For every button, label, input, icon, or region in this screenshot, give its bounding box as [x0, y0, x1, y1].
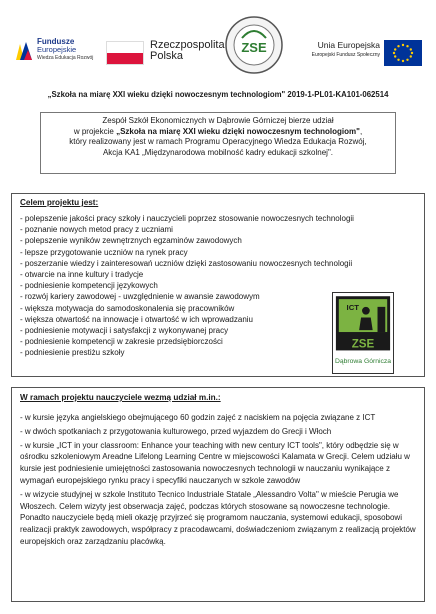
ict-logo-bottom-text: ZSE	[351, 337, 375, 351]
intro-line3: który realizowany jest w ramach Programu Operacyjnego Wiedza Edukacja Rozwój,	[69, 137, 367, 146]
eu-flag-icon	[384, 40, 422, 66]
participation-item: - w kursie „ICT in your classroom: Enhance your teaching with new century ICT tools", który odbędzie się w ośrodku szkoleniowym Areadne Lifelong Learning Centre w miejscowości Kalamata w Grecji. Celem udziału w kursie jest podniesienie umiejętności zastosowania nowoczesnych technologii w nauczaniu wynikające z wymagań europejskiego rynku pracy i specyfiki nauczanych w szkole zawodów	[20, 440, 410, 485]
goal-item: - większa otwartość na innowacje i otwartość w ich wprowadzaniu	[20, 314, 253, 324]
participation-heading: W ramach projektu nauczyciele wezmą udział m.in.:	[20, 393, 221, 402]
intro-box	[40, 112, 396, 174]
intro-line2-suffix: ,	[359, 126, 363, 136]
zse-school-seal-logo	[224, 14, 284, 76]
goal-item: - otwarcie na inne kultury i tradycje	[20, 270, 144, 280]
intro-line2	[47, 127, 389, 138]
unia-europejska-logo	[296, 38, 428, 66]
fe-line1: Fundusze	[37, 37, 75, 46]
goal-item: - poznanie nowych metod pracy z uczniami	[20, 225, 173, 235]
ue-line1: Unia Europejska	[317, 40, 380, 50]
intro-line1: Zespół Szkół Ekonomicznych w Dąbrowie Górniczej bierze udział	[102, 116, 334, 125]
rp-line1: Rzeczpospolita	[150, 39, 225, 51]
ict-zse-logo	[332, 292, 394, 374]
participation-item: - w wizycie studyjnej w szkole Instituto Tecnico Industriale Statale „Alessandro Volta" w mieście Perugia we Włoszech. Celem wizyty jest obserwacja zajęć, podczas których stosowane są nowoczesne technologie. Ponadto nauczyciele będą mieli okazję przyjrzeć się programom nauczania, systemowi edukacji, sposobowi realizacji praktyk zawodowych, współpracy z pracodawcami, doświadczeniom związanym z realizacją projektów europejskich oraz zarządzaniu placówką.	[20, 489, 416, 546]
zse-seal-text: ZSE	[241, 40, 267, 55]
fundusze-europejskie-logo	[14, 38, 94, 64]
participation-item: - w kursie języka angielskiego obejmującego 60 godzin zajęć z naciskiem na pojęcia związane z ICT	[20, 413, 376, 422]
fe-line3: Wiedza Edukacja Rozwój	[37, 55, 94, 61]
ict-logo-caption: Dąbrowa Górnicza	[334, 358, 392, 365]
goals-heading: Celem projektu jest:	[20, 198, 99, 207]
polish-flag-icon	[106, 41, 144, 65]
goal-item: - polepszenie wyników zewnętrznych egzaminów zawodowych	[20, 236, 242, 246]
goal-item: - podniesienie kompetencji językowych	[20, 281, 158, 291]
goal-item: - poszerzanie wiedzy i zainteresowań uczniów dzięki zastosowaniu nowoczesnych technologii	[20, 258, 353, 268]
participation-box	[11, 387, 425, 602]
fe-star-icon	[14, 40, 34, 62]
logo-bar	[0, 8, 436, 72]
participation-item: - w dwóch spotkaniach z przygotowania kulturowego, przed wyjazdem do Grecji i Włoch	[20, 426, 332, 436]
fe-line2: Europejskie	[37, 45, 77, 54]
rzeczpospolita-polska-logo	[106, 38, 226, 66]
intro-line2-prefix: w projekcie	[73, 126, 117, 136]
participation-list	[20, 412, 416, 548]
ict-logo-top-text: ICT	[346, 302, 360, 312]
goal-item: - większa motywacja do samodoskonalenia się pracowników	[20, 303, 235, 313]
goal-item: - podniesienie kompetencji w zakresie przedsiębiorczości	[20, 337, 223, 347]
ue-line2: Europejski Fundusz Społeczny	[311, 52, 380, 58]
goal-item: - lepsze przygotowanie uczniów na rynek pracy	[20, 247, 188, 257]
intro-line4: Akcja KA1 „Międzynarodowa mobilność kadry edukacji szkolnej".	[102, 147, 334, 157]
goal-item: - podniesienie motywacji i satysfakcji z wykonywanej pracy	[20, 326, 229, 336]
rp-line2: Polska	[150, 50, 184, 62]
goal-item: - polepszenie jakości pracy szkoły i nauczycieli poprzez stosowanie nowoczesnych technologii	[20, 214, 354, 223]
intro-project-name: „Szkoła na miarę XXI wieku dzięki nowoczesnym technologiom"	[116, 126, 360, 136]
project-title-line: „Szkoła na miarę XXI wieku dzięki nowoczesnym technologiom" 2019-1-PL01-KA101-062514	[47, 90, 389, 99]
goal-item: - podniesienie prestiżu szkoły	[20, 348, 125, 358]
goal-item: - rozwój kariery zawodowej - uwzględnienie w awansie zawodowym	[20, 292, 260, 302]
